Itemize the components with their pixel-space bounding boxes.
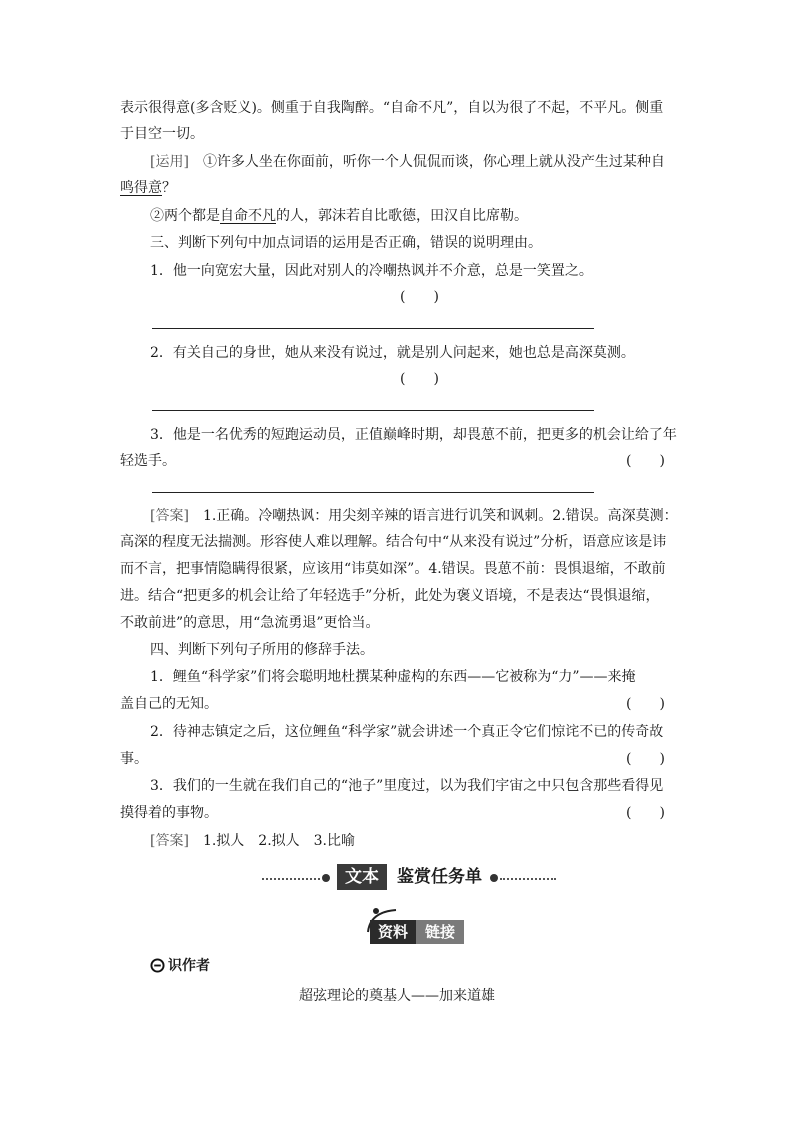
question-3-cont: 摸得着的事物。	[120, 805, 218, 821]
answer-tag: [答案]	[150, 508, 189, 524]
answer-tag: [答案]	[150, 833, 189, 849]
answer-text: 1.拟人 2.拟人 3.比喻	[202, 833, 356, 849]
usage-line-3	[150, 206, 676, 226]
bullet-dot	[490, 874, 498, 882]
section-badge: 文本	[337, 864, 387, 890]
section-heading: 四、判断下列句子所用的修辞手法。	[150, 642, 374, 658]
section-title: 鉴赏任务单	[397, 867, 482, 887]
logo-left-label: 资料	[370, 920, 416, 944]
question-3: 3．我们的一生就在我们自己的“池子”里度过，以为我们宇宙之中只包含那些看得见	[150, 778, 664, 794]
usage-text: ？	[162, 180, 176, 196]
answer-parentheses: ( )	[626, 696, 665, 712]
answer-line: 而不言，把事情隐瞒得很紧，应该用“讳莫如深”。4.错误。畏葸不前：畏惧退缩，不敢前	[120, 561, 666, 577]
answer-blank-line	[152, 328, 594, 329]
answer-line	[150, 506, 676, 526]
underlined-term: 自命不凡	[220, 208, 276, 224]
question-1-cont: 盖自己的无知。	[120, 696, 218, 712]
usage-text: ②两个都是	[150, 208, 220, 224]
underlined-term: 鸣得意	[120, 180, 162, 196]
question-1: 1．鲤鱼“科学家”们将会聪明地杜撰某种虚构的东西——它被称为“力”——来掩	[150, 669, 636, 685]
subtitle: 超弦理论的奠基人——加来道雄	[299, 988, 495, 1004]
usage-line-1	[150, 152, 676, 172]
answer-parentheses: ( )	[626, 805, 665, 821]
answer-text: 1.正确。冷嘲热讽：用尖刻辛辣的语言进行讥笑和讽刺。2.错误。高深莫测：	[202, 508, 678, 524]
author-icon	[150, 958, 165, 973]
text-line: 于目空一切。	[120, 126, 204, 142]
dotted-rule-left	[262, 878, 320, 880]
answer-parentheses: ( )	[400, 289, 439, 305]
question-3: 3．他是一名优秀的短跑运动员，正值巅峰时期，却畏葸不前，把更多的机会让给了年	[150, 427, 677, 443]
answer-parentheses: ( )	[400, 371, 439, 387]
usage-line-2	[120, 178, 676, 198]
usage-text: 的人，郭沫若自比歌德，田汉自比席勒。	[276, 208, 528, 224]
bullet-dot	[322, 874, 330, 882]
resource-link-logo	[358, 906, 468, 946]
usage-text: ①许多人坐在你面前，听你一个人侃侃而谈，你心理上就从没产生过某种自	[202, 154, 665, 170]
question-1: 1．他一向宽宏大量，因此对别人的冷嘲热讽并不介意，总是一笑置之。	[150, 263, 593, 279]
usage-tag: [运用]	[150, 154, 189, 170]
answer-parentheses: ( )	[626, 751, 665, 767]
answer-line: 高深的程度无法揣测。形容使人难以理解。结合句中“从来没有说过”分析，语意应该是讳	[120, 534, 667, 550]
question-2: 2．待神志镇定之后，这位鲤鱼“科学家”就会讲述一个真正令它们惊诧不已的传奇故	[150, 724, 664, 740]
answer-line	[150, 831, 676, 851]
answer-blank-line	[152, 492, 594, 493]
answer-blank-line	[152, 410, 594, 411]
question-2: 2．有关自己的身世，她从来没有说过，就是别人问起来，她也总是高深莫测。	[150, 345, 635, 361]
author-label: 识作者	[168, 958, 210, 974]
answer-line: 不敢前进”的意思，用“急流勇退”更恰当。	[120, 615, 380, 631]
logo-right-label: 链接	[416, 920, 464, 944]
dotted-rule-right	[500, 878, 556, 880]
answer-parentheses: ( )	[626, 453, 665, 469]
section-heading: 三、判断下列句中加点词语的运用是否正确，错误的说明理由。	[150, 235, 542, 251]
question-3-cont: 轻选手。	[120, 453, 176, 469]
question-2-cont: 事。	[120, 751, 148, 767]
answer-line: 进。结合“把更多的机会让给了年轻选手”分析，此处为褒义语境，不是表达“畏惧退缩，	[120, 588, 660, 604]
text-line: 表示很得意(多含贬义)。侧重于自我陶醉。“自命不凡”，自以为很了不起，不平凡。侧重	[120, 100, 664, 116]
